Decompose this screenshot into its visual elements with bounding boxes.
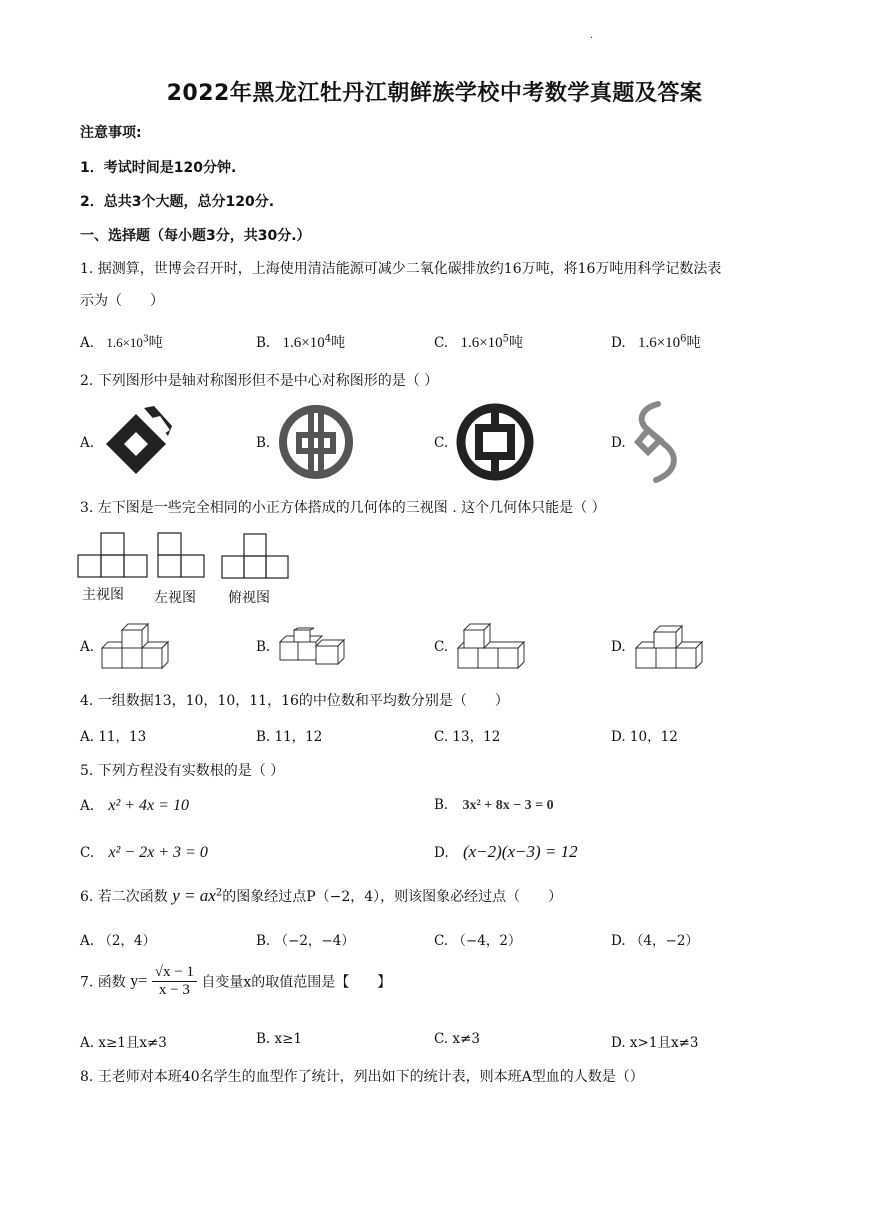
q7-option-d: D. x>1且x≠3 — [611, 1035, 699, 1051]
q6-stem — [80, 886, 562, 906]
q3-figure-b-cubes — [280, 628, 348, 668]
q7-stem — [80, 964, 391, 999]
q2-label-b: B. — [256, 435, 271, 451]
q6-option-a: A. （2，4） — [80, 933, 157, 949]
q6-stem-post: 的图象经过点P（−2，4），则该图象必经过点（ ） — [222, 889, 563, 905]
q2-figure-a-logo-icon — [98, 402, 178, 482]
q7-numerator: √x − 1 — [152, 964, 197, 982]
q2-label-a: A. — [80, 435, 95, 451]
q2-stem: 2. 下列图形中是轴对称图形但不是中心对称图形的是（ ） — [80, 373, 439, 389]
q6-option-b: B. （−2，−4） — [256, 933, 355, 949]
q3-caption-left: 左视图 — [154, 590, 196, 606]
q2-figure-b-logo-icon — [278, 402, 358, 482]
q2-label-d: D. — [611, 435, 626, 451]
q1-option-b — [256, 332, 345, 352]
q4-option-d: D. 10，12 — [611, 729, 678, 745]
q6-function: y = ax — [172, 886, 216, 905]
option-label: D. — [611, 335, 626, 351]
q4-option-b: B. 11，12 — [256, 729, 323, 745]
option-unit: 吨 — [509, 335, 524, 351]
notice-item-2: 2．总共3个大题，总分120分. — [80, 194, 275, 210]
q6-stem-pre: 6. 若二次函数 — [80, 889, 168, 905]
option-label: B. — [256, 335, 271, 351]
q7-option-a: A. x≥1且x≠3 — [80, 1035, 167, 1051]
q7-y: y= — [130, 972, 148, 990]
q7-stem-post: 自变量x的取值范围是【 】 — [201, 974, 392, 991]
option-unit: 吨 — [686, 335, 701, 351]
option-base: 1.6×10 — [460, 335, 503, 351]
q3-label-c: C. — [434, 639, 449, 655]
option-exp: 4 — [324, 333, 332, 345]
notice-item-1: 1．考试时间是120分钟. — [80, 160, 237, 176]
q2-figure-c-logo-icon — [455, 402, 537, 484]
q3-label-d: D. — [611, 639, 626, 655]
option-label: D. — [434, 845, 449, 861]
option-equation: x² + 4x = 10 — [108, 797, 189, 814]
q3-top-view-diagram — [222, 534, 292, 580]
q3-caption-top: 俯视图 — [228, 590, 270, 606]
notice-heading: 注意事项: — [80, 125, 142, 141]
option-equation: (x−2)(x−3) = 12 — [462, 842, 578, 861]
option-equation: x² − 2x + 3 = 0 — [108, 844, 208, 861]
option-label: C. — [80, 845, 95, 861]
option-exp: 5 — [502, 333, 510, 345]
option-unit: 吨 — [148, 335, 163, 351]
q3-label-b: B. — [256, 639, 271, 655]
q6-option-c: C. （−4，2） — [434, 933, 522, 949]
q4-option-a: A. 11，13 — [80, 729, 147, 745]
q3-figure-a-cubes — [102, 624, 170, 670]
q3-left-view-diagram — [158, 531, 206, 579]
option-base: 1.6×10 — [282, 335, 325, 351]
q5-option-c — [80, 844, 208, 862]
q3-figure-d-cubes — [636, 626, 702, 670]
q1-stem-line1: 1. 据测算，世博会召开时，上海使用清洁能源可减少二氧化碳排放约16万吨，将16万吨用科学记数法表 — [80, 261, 722, 277]
option-exp: 3 — [142, 334, 149, 345]
q7-stem-pre: 7. 函数 — [80, 974, 126, 991]
q4-option-c: C. 13，12 — [434, 729, 501, 745]
option-label: B. — [434, 797, 449, 813]
q7-option-c: C. x≠3 — [434, 1031, 480, 1047]
q7-denominator: x − 3 — [158, 982, 190, 998]
option-equation: 3x² + 8x − 3 = 0 — [462, 798, 554, 813]
q1-option-a — [80, 332, 163, 352]
q6-exponent: 2 — [215, 887, 223, 899]
q5-option-a — [80, 797, 189, 815]
q8-stem: 8. 王老师对本班40名学生的血型作了统计，列出如下的统计表，则本班A型血的人数是（） — [80, 1069, 644, 1085]
section-heading: 一、选择题（每小题3分，共30分.） — [80, 228, 311, 244]
q6-option-d: D. （4，−2） — [611, 933, 699, 949]
q5-option-b — [434, 797, 554, 814]
top-dot: . — [590, 30, 594, 41]
page-title: 2022年黑龙江牡丹江朝鲜族学校中考数学真题及答案 — [166, 81, 703, 106]
q7-option-b: B. x≥1 — [256, 1031, 303, 1047]
option-label: C. — [434, 335, 449, 351]
q5-stem: 5. 下列方程没有实数根的是（ ） — [80, 763, 285, 779]
q2-label-c: C. — [434, 435, 449, 451]
q3-caption-front: 主视图 — [82, 587, 124, 603]
q3-figure-c-cubes — [458, 624, 526, 670]
q3-label-a: A. — [80, 639, 95, 655]
q2-figure-d-logo-icon — [630, 398, 690, 488]
q7-fraction — [152, 964, 197, 999]
q1-option-c — [434, 332, 523, 352]
option-base: 1.6×10 — [637, 335, 681, 351]
q1-stem-line2: 示为（ ） — [80, 293, 164, 309]
q3-stem: 3. 左下图是一些完全相同的小正方体搭成的几何体的三视图 . 这个几何体只能是（ ） — [80, 500, 606, 516]
q5-option-d — [434, 842, 578, 862]
option-label: A. — [80, 335, 95, 351]
q4-stem: 4. 一组数据13，10，10，11，16的中位数和平均数分别是（ ） — [80, 693, 509, 709]
q3-front-view-diagram — [78, 531, 148, 579]
option-unit: 吨 — [331, 335, 346, 351]
option-label: A. — [80, 798, 95, 814]
option-base: 1.6×10 — [106, 335, 143, 350]
q1-option-d — [611, 332, 701, 352]
option-exp: 6 — [680, 333, 687, 345]
